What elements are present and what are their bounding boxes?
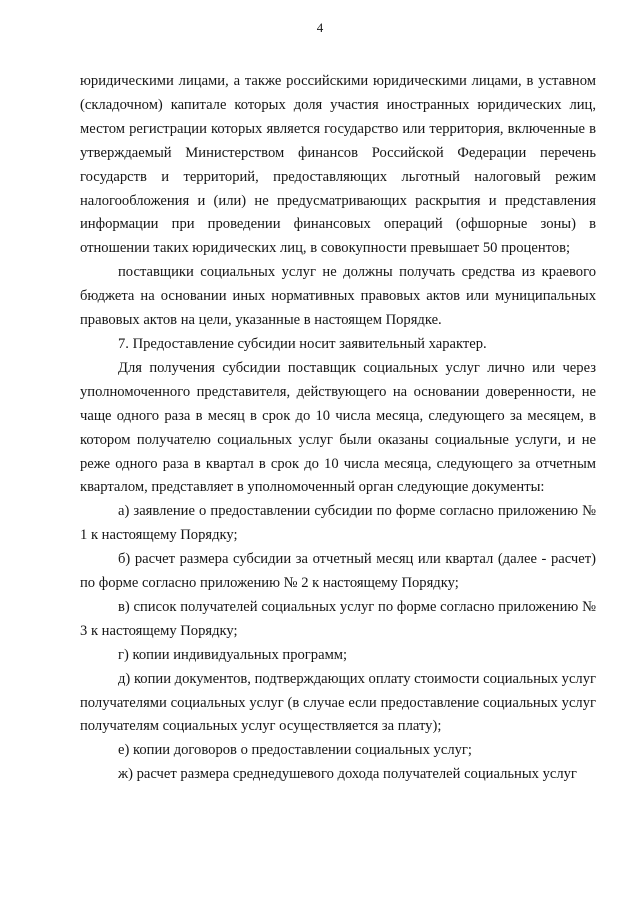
document-body: [80, 70, 596, 787]
list-item-d: д) копии документов, подтверждающих оплату стоимости социальных услуг получателями социальных услуг (в случае если предоставление социальных услуг получателям социальных услуг осуществляется за плату);: [80, 670, 596, 735]
list-item-b: б) расчет размера субсидии за отчетный месяц или квартал (далее - расчет) по форме согласно приложению № 2 к настоящему Порядку;: [80, 551, 596, 592]
paragraph-offshore-participation: юридическими лицами, а также российскими юридическими лицами, в уставном (складочном) капитале которых доля участия иностранных юридических лиц, местом регистрации которых является государство или территория, включенные в утверждаемый Министерством финансов Российской Федерации перечень государств и территорий, предоставляющих льготный налоговый режим налогообложения и (или) не предусматривающих раскрытия и представления информации при проведении финансовых операций (офшорные зоны) в отношении таких юридических лиц, в совокупности превышает 50 процентов;: [80, 73, 596, 257]
list-item-e: е) копии договоров о предоставлении социальных услуг;: [118, 742, 472, 759]
list-item-v: в) список получателей социальных услуг по форме согласно приложению № 3 к настоящему Порядку;: [80, 598, 596, 639]
page-number: 4: [316, 20, 324, 35]
list-item-a: а) заявление о предоставлении субсидии по форме согласно приложению № 1 к настоящему Порядку;: [80, 503, 596, 544]
list-item-g: г) копии индивидуальных программ;: [118, 646, 348, 663]
paragraph-no-other-funding: поставщики социальных услуг не должны получать средства из краевого бюджета на основании иных нормативных правовых актов или муниципальных правовых актов на цели, указанные в настоящем Порядке.: [80, 264, 596, 329]
list-item-zh: ж) расчет размера среднедушевого дохода получателей социальных услуг: [118, 766, 577, 783]
paragraph-documents-intro: Для получения субсидии поставщик социальных услуг лично или через уполномоченного представителя, действующего на основании доверенности, не чаще одного раза в месяц в срок до 10 числа месяца, следующего за месяцем, в котором получателю социальных услуг были оказаны социальные услуги, и не реже одного раза в квартал в срок до 10 числа месяца, следующего за отчетным кварталом, представляет в уполномоченный орган следующие документы:: [80, 359, 596, 496]
paragraph-item-7: 7. Предоставление субсидии носит заявительный характер.: [118, 335, 487, 352]
